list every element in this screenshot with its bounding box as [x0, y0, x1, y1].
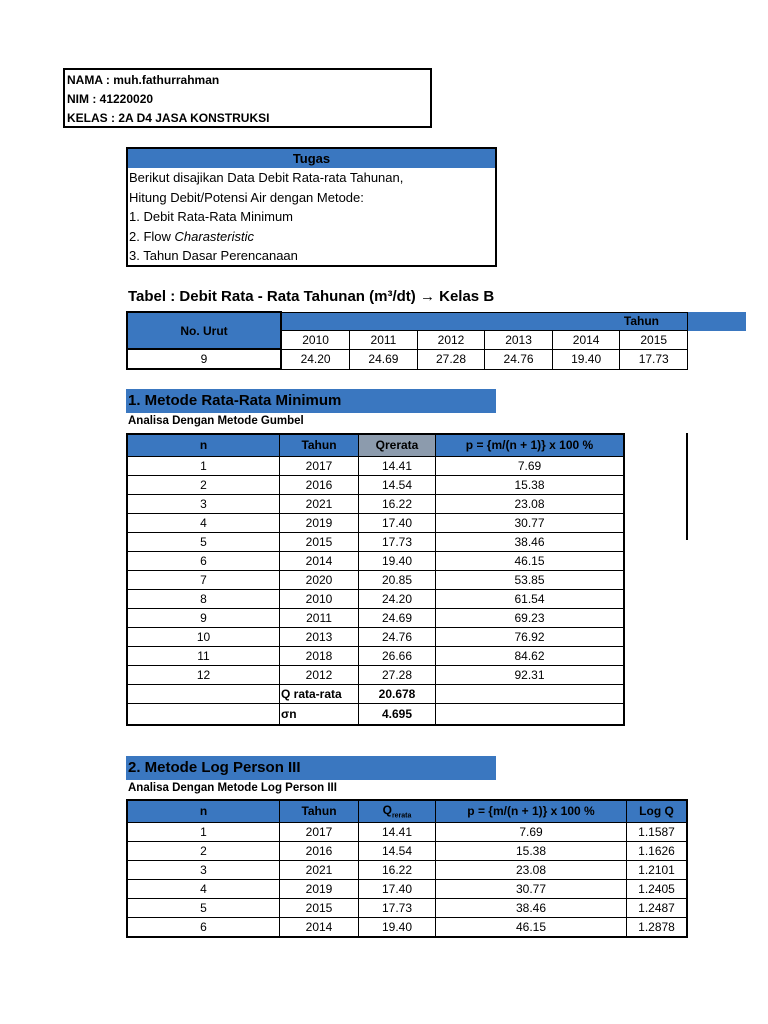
no-urut-header: No. Urut	[127, 312, 281, 349]
table-cell: 9	[127, 608, 280, 627]
tugas-box	[126, 147, 497, 267]
table-row	[127, 917, 687, 937]
empty-cell	[436, 684, 625, 703]
table-cell: 2018	[280, 646, 359, 665]
table-row	[127, 513, 624, 532]
year-cell: 2010	[281, 330, 350, 349]
table-cell: 12	[127, 665, 280, 684]
table-cell: 5	[127, 532, 280, 551]
table-cell: 4	[127, 513, 280, 532]
table-cell: 15.38	[436, 841, 627, 860]
table-cell: 7.69	[436, 456, 625, 475]
table-cell: 69.23	[436, 608, 625, 627]
col-p-header: p = {m/(n + 1)} x 100 %	[436, 434, 625, 456]
table-cell: 2015	[280, 898, 359, 917]
table-cell: 2	[127, 475, 280, 494]
table-cell: 46.15	[436, 917, 627, 937]
table-cell: 30.77	[436, 513, 625, 532]
table-row	[127, 822, 687, 841]
table-cell: 2016	[280, 475, 359, 494]
tugas-line-3: 1. Debit Rata-Rata Minimum	[129, 209, 293, 225]
table-cell: 2014	[280, 917, 359, 937]
tugas-title: Tugas	[128, 149, 495, 168]
empty-cell	[127, 703, 280, 725]
table-cell: 16.22	[359, 494, 436, 513]
table-cell: 1.2487	[627, 898, 688, 917]
table-cell: 1	[127, 456, 280, 475]
q-rata-label: Q rata-rata	[280, 684, 359, 703]
table-cell: 2	[127, 841, 280, 860]
tugas-line-4-text: 2. Flow	[129, 228, 175, 244]
year-cell: 2014	[552, 330, 620, 349]
tahun-header: Tahun	[281, 312, 688, 330]
table-cell: 2019	[280, 879, 359, 898]
q-symbol: Q	[382, 803, 392, 818]
log-body	[127, 822, 687, 937]
col-tahun-header: Tahun	[280, 434, 359, 456]
table-cell: 1.2101	[627, 860, 688, 879]
log-person-table	[126, 799, 688, 938]
table-row	[127, 627, 624, 646]
table-cell: 14.41	[359, 822, 436, 841]
table-cell: 24.20	[359, 589, 436, 608]
table-cell: 2017	[280, 822, 359, 841]
col-logq-header: Log Q	[627, 800, 688, 822]
value-cell: 19.40	[552, 349, 620, 369]
table-cell: 19.40	[359, 551, 436, 570]
section1-title: 1. Metode Rata-Rata Minimum	[126, 389, 496, 413]
no-urut-value: 9	[127, 349, 281, 369]
tahun-header-extension	[687, 312, 746, 331]
table-cell: 5	[127, 898, 280, 917]
table-cell: 38.46	[436, 532, 625, 551]
table-row	[127, 841, 687, 860]
col-qrerata-header: Qrerata	[359, 434, 436, 456]
table-cell: 2017	[280, 456, 359, 475]
table-cell: 24.76	[359, 627, 436, 646]
table-cell: 1.1626	[627, 841, 688, 860]
table-cell: 2020	[280, 570, 359, 589]
vertical-divider	[686, 433, 688, 540]
table-cell: 16.22	[359, 860, 436, 879]
table-cell: 7	[127, 570, 280, 589]
gumbel-table	[126, 433, 625, 726]
table-cell: 17.73	[359, 898, 436, 917]
table-cell: 2015	[280, 532, 359, 551]
table-cell: 4	[127, 879, 280, 898]
nama-label: NAMA : muh.fathurrahman	[67, 73, 220, 87]
table-cell: 14.54	[359, 841, 436, 860]
data-table	[126, 311, 688, 370]
table-cell: 14.54	[359, 475, 436, 494]
section2-subtitle: Analisa Dengan Metode Log Person III	[128, 782, 337, 794]
table-cell: 6	[127, 917, 280, 937]
identity-box	[63, 68, 432, 128]
table-row	[127, 494, 624, 513]
table-row	[127, 475, 624, 494]
table-cell: 76.92	[436, 627, 625, 646]
empty-cell	[436, 703, 625, 725]
table-cell: 2021	[280, 494, 359, 513]
table-cell: 2021	[280, 860, 359, 879]
kelas-label: KELAS : 2A D4 JASA KONSTRUKSI	[67, 111, 270, 125]
table-row	[127, 665, 624, 684]
table-cell: 2010	[280, 589, 359, 608]
value-cell: 24.69	[350, 349, 418, 369]
table-row	[127, 879, 687, 898]
value-cell: 24.76	[485, 349, 553, 369]
table-cell: 17.73	[359, 532, 436, 551]
value-cell: 24.20	[281, 349, 350, 369]
table-cell: 7.69	[436, 822, 627, 841]
year-cell: 2012	[417, 330, 485, 349]
table-cell: 2016	[280, 841, 359, 860]
table-cell: 17.40	[359, 513, 436, 532]
table-row	[127, 532, 624, 551]
value-cell: 17.73	[620, 349, 688, 369]
col-n-header: n	[127, 434, 280, 456]
tabel-title: Tabel : Debit Rata - Rata Tahunan (m³/dt) → Kelas B	[128, 288, 495, 305]
sigma-value: 4.695	[359, 703, 436, 725]
table-cell: 8	[127, 589, 280, 608]
section1-subtitle: Analisa Dengan Metode Gumbel	[128, 415, 304, 427]
empty-cell	[127, 684, 280, 703]
tugas-line-2: Hitung Debit/Potensi Air dengan Metode:	[129, 189, 364, 205]
table-cell: 53.85	[436, 570, 625, 589]
table-cell: 24.69	[359, 608, 436, 627]
table-cell: 1	[127, 822, 280, 841]
table-cell: 3	[127, 860, 280, 879]
table-cell: 1.2405	[627, 879, 688, 898]
tugas-line-4-italic: Charasteristic	[174, 228, 254, 244]
table-cell: 23.08	[436, 494, 625, 513]
table-cell: 2011	[280, 608, 359, 627]
tugas-line-1: Berikut disajikan Data Debit Rata-rata Tahunan,	[129, 170, 404, 185]
col-qrerata-header	[359, 800, 436, 822]
gumbel-body	[127, 456, 624, 684]
table-cell: 2013	[280, 627, 359, 646]
year-cell: 2015	[620, 330, 688, 349]
table-row	[127, 860, 687, 879]
table-cell: 2012	[280, 665, 359, 684]
table-cell: 92.31	[436, 665, 625, 684]
table-cell: 61.54	[436, 589, 625, 608]
col-tahun-header: Tahun	[280, 800, 359, 822]
col-p-header: p = {m/(n + 1)} x 100 %	[436, 800, 627, 822]
table-cell: 26.66	[359, 646, 436, 665]
table-cell: 46.15	[436, 551, 625, 570]
table-row	[127, 551, 624, 570]
table-row	[127, 608, 624, 627]
table-row	[127, 646, 624, 665]
table-cell: 19.40	[359, 917, 436, 937]
table-cell: 11	[127, 646, 280, 665]
table-cell: 84.62	[436, 646, 625, 665]
table-cell: 10	[127, 627, 280, 646]
q-rata-value: 20.678	[359, 684, 436, 703]
table-cell: 38.46	[436, 898, 627, 917]
sigma-label: σn	[280, 703, 359, 725]
tugas-line-4	[128, 227, 495, 247]
value-cell: 27.28	[417, 349, 485, 369]
table-cell: 1.2878	[627, 917, 688, 937]
table-row	[127, 456, 624, 475]
section2-title: 2. Metode Log Person III	[126, 756, 496, 780]
table-row	[127, 589, 624, 608]
nim-label: NIM : 41220020	[67, 92, 154, 106]
table-cell: 23.08	[436, 860, 627, 879]
table-cell: 1.1587	[627, 822, 688, 841]
table-cell: 30.77	[436, 879, 627, 898]
table-row	[127, 898, 687, 917]
table-cell: 27.28	[359, 665, 436, 684]
table-row	[127, 570, 624, 589]
table-cell: 20.85	[359, 570, 436, 589]
table-cell: 17.40	[359, 879, 436, 898]
table-cell: 15.38	[436, 475, 625, 494]
table-cell: 14.41	[359, 456, 436, 475]
col-n-header: n	[127, 800, 280, 822]
tugas-line-5: 3. Tahun Dasar Perencanaan	[129, 248, 298, 264]
table-cell: 3	[127, 494, 280, 513]
table-cell: 6	[127, 551, 280, 570]
table-cell: 2014	[280, 551, 359, 570]
year-cell: 2013	[485, 330, 553, 349]
rerata-subscript: rerata	[391, 812, 412, 820]
year-cell: 2011	[350, 330, 418, 349]
table-cell: 2019	[280, 513, 359, 532]
